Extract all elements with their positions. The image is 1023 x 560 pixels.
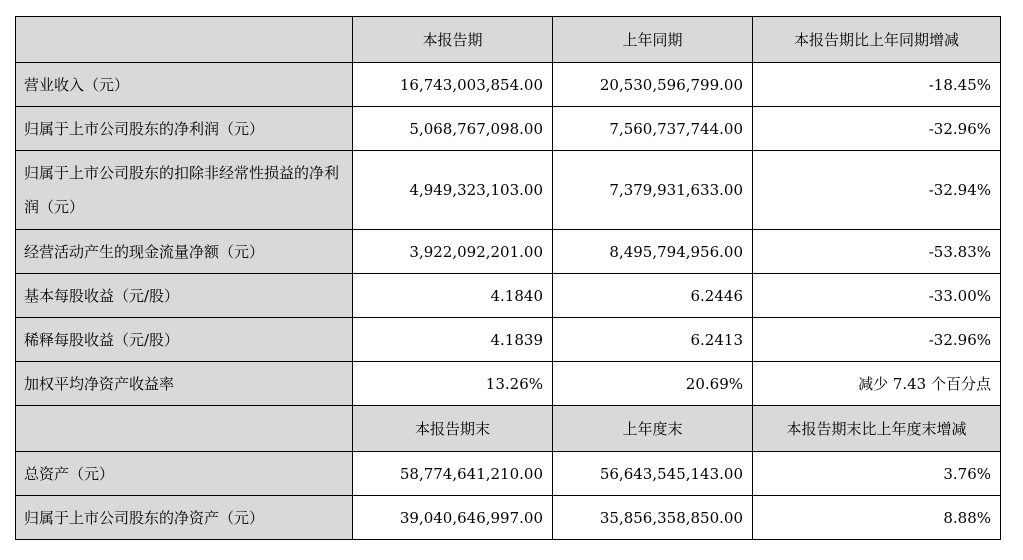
row-prior-value: 6.2446 — [553, 274, 753, 318]
table-row-revenue — [16, 63, 1001, 107]
header-blank-cell — [16, 17, 353, 63]
row-change-value: 3.76% — [753, 452, 1001, 496]
row-change-value: -53.83% — [753, 230, 1001, 274]
table-row-diluted-eps — [16, 318, 1001, 362]
row-change-value: -33.00% — [753, 274, 1001, 318]
row-current-value: 4,949,323,103.00 — [353, 151, 553, 230]
row-label: 归属于上市公司股东的扣除非经常性损益的净利润（元） — [16, 151, 353, 230]
row-change-value: 减少 7.43 个百分点 — [753, 362, 1001, 406]
row-label: 归属于上市公司股东的净资产（元） — [16, 496, 353, 540]
row-prior-value: 7,379,931,633.00 — [553, 151, 753, 230]
row-label: 营业收入（元） — [16, 63, 353, 107]
row-current-value: 16,743,003,854.00 — [353, 63, 553, 107]
row-prior-value: 20.69% — [553, 362, 753, 406]
table-row-net-profit-deducted — [16, 151, 1001, 230]
row-label: 基本每股收益（元/股） — [16, 274, 353, 318]
table-row-basic-eps — [16, 274, 1001, 318]
row-prior-value: 6.2413 — [553, 318, 753, 362]
header-current-period: 本报告期 — [353, 17, 553, 63]
row-label: 归属于上市公司股东的净利润（元） — [16, 107, 353, 151]
header-prior-year-end: 上年度末 — [553, 406, 753, 452]
row-label: 稀释每股收益（元/股） — [16, 318, 353, 362]
row-current-value: 4.1839 — [353, 318, 553, 362]
row-current-value: 39,040,646,997.00 — [353, 496, 553, 540]
table-row-total-assets — [16, 452, 1001, 496]
table-header-period — [16, 17, 1001, 63]
row-change-value: 8.88% — [753, 496, 1001, 540]
header-period-end-change: 本报告期末比上年度末增减 — [753, 406, 1001, 452]
header-blank-cell — [16, 406, 353, 452]
header-current-period-end: 本报告期末 — [353, 406, 553, 452]
header-prior-period: 上年同期 — [553, 17, 753, 63]
row-prior-value: 7,560,737,744.00 — [553, 107, 753, 151]
row-change-value: -32.96% — [753, 318, 1001, 362]
table-row-weighted-roe — [16, 362, 1001, 406]
row-change-value: -32.94% — [753, 151, 1001, 230]
row-label: 经营活动产生的现金流量净额（元） — [16, 230, 353, 274]
row-label: 总资产（元） — [16, 452, 353, 496]
row-current-value: 5,068,767,098.00 — [353, 107, 553, 151]
row-prior-value: 56,643,545,143.00 — [553, 452, 753, 496]
row-label: 加权平均净资产收益率 — [16, 362, 353, 406]
financial-summary-table — [15, 16, 1001, 540]
row-prior-value: 20,530,596,799.00 — [553, 63, 753, 107]
header-period-change: 本报告期比上年同期增减 — [753, 17, 1001, 63]
row-change-value: -18.45% — [753, 63, 1001, 107]
row-prior-value: 35,856,358,850.00 — [553, 496, 753, 540]
table-row-operating-cash-flow — [16, 230, 1001, 274]
row-current-value: 13.26% — [353, 362, 553, 406]
row-current-value: 4.1840 — [353, 274, 553, 318]
row-current-value: 58,774,641,210.00 — [353, 452, 553, 496]
row-prior-value: 8,495,794,956.00 — [553, 230, 753, 274]
table-row-net-assets — [16, 496, 1001, 540]
row-current-value: 3,922,092,201.00 — [353, 230, 553, 274]
row-change-value: -32.96% — [753, 107, 1001, 151]
table-header-period-end — [16, 406, 1001, 452]
table-row-net-profit — [16, 107, 1001, 151]
